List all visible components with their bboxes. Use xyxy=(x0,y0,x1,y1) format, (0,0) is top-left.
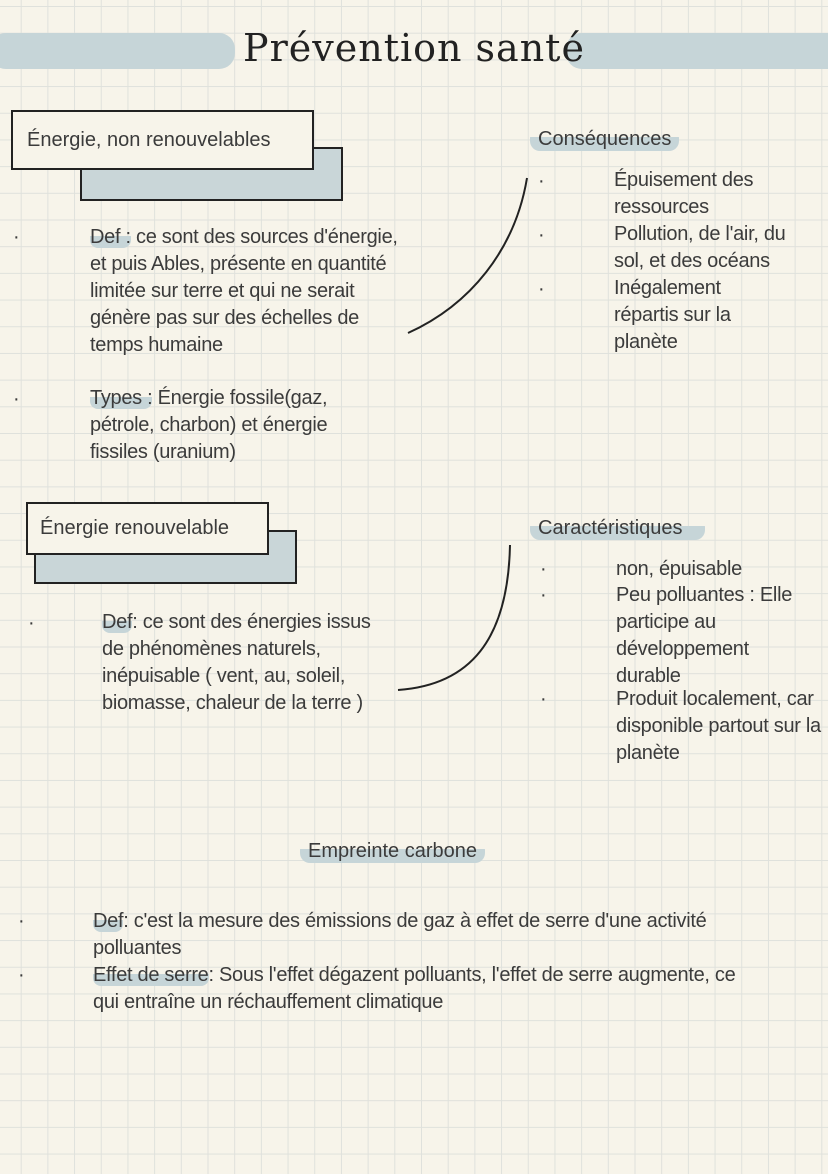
bullet: · xyxy=(540,688,547,710)
consequences-heading: Conséquences xyxy=(530,128,679,151)
def-body: : c'est la mesure des émissions de gaz à effet de serre d'une activité polluantes xyxy=(93,910,707,959)
page-title: Prévention santé xyxy=(243,26,585,70)
bullet: · xyxy=(538,278,545,300)
definition-text xyxy=(93,908,763,962)
list-item: Inégalement répartis sur la planète xyxy=(614,277,731,353)
def-body: : ce sont des énergies issus de phénomènes naturels, inépuisable ( vent, au, soleil, biomasse, chaleur de la terre ) xyxy=(102,611,371,714)
section-heading-non-renouvelables: Énergie, non renouvelables xyxy=(11,110,314,170)
bullet: · xyxy=(18,910,25,932)
bullet: · xyxy=(13,226,20,248)
bullet: · xyxy=(538,224,545,246)
def-label: Def : xyxy=(90,226,131,248)
def-body: ce sont des sources d'énergie, et puis Ables, présente en quantité limitée sur terre et qui ne serait génère pas sur des échelles de temps humaine xyxy=(90,226,398,356)
caracteristiques-heading: Caractéristiques xyxy=(530,517,705,540)
list-item: Pollution, de l'air, du sol, et des océans xyxy=(614,223,786,272)
effet-label: Effet de serre xyxy=(93,964,209,986)
list-item: Épuisement des ressources xyxy=(614,169,754,218)
section-heading-renouvelable: Énergie renouvelable xyxy=(26,502,269,555)
types-label: Types : xyxy=(90,387,153,409)
bullet: · xyxy=(28,612,35,634)
effet-de-serre-text xyxy=(93,962,763,1016)
def-label: Def xyxy=(93,910,124,932)
carbone-heading: Empreinte carbone xyxy=(300,840,485,863)
bullet: · xyxy=(13,388,20,410)
effet-body: : Sous l'effet dégazent polluants, l'effet de serre augmente, ce qui entraîne un réchauffement climatique xyxy=(93,964,736,1013)
bullet: · xyxy=(18,964,25,986)
types-body: Énergie fossile(gaz, pétrole, charbon) et énergie fissiles (uranium) xyxy=(90,387,328,463)
def-label: Def xyxy=(102,611,133,633)
list-item: Peu polluantes : Elle participe au développement durable xyxy=(616,584,793,687)
bullet: · xyxy=(540,558,547,580)
bullet: · xyxy=(540,584,547,606)
list-item: Produit localement, car disponible partout sur la planète xyxy=(616,688,821,764)
bullet: · xyxy=(538,170,545,192)
list-item: non, épuisable xyxy=(616,558,742,580)
definition-text xyxy=(102,609,387,717)
